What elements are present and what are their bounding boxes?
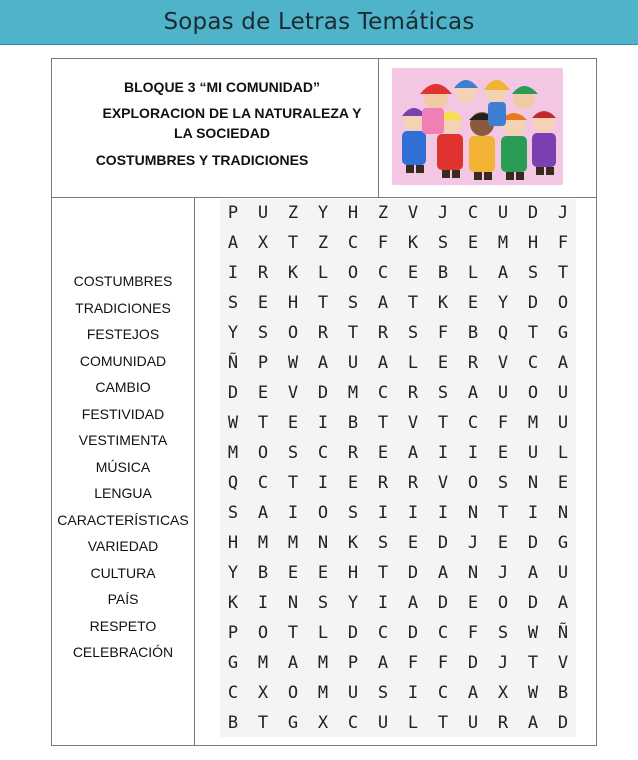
grid-letter[interactable]: U — [497, 203, 509, 223]
grid-letter[interactable]: K — [347, 533, 359, 553]
grid-letter[interactable]: C — [377, 263, 389, 283]
grid-letter[interactable]: R — [257, 263, 269, 283]
grid-letter[interactable]: C — [257, 473, 269, 493]
grid-letter[interactable]: J — [557, 203, 569, 223]
word-list-item: FESTEJOS — [86, 326, 160, 342]
grid-letter[interactable]: W — [227, 413, 239, 433]
grid-letter[interactable]: F — [497, 413, 509, 433]
grid-letter[interactable]: D — [527, 203, 539, 223]
grid-letter[interactable]: T — [347, 323, 359, 343]
grid-letter[interactable]: X — [257, 233, 269, 253]
worksheet — [51, 58, 597, 746]
letter-grid — [194, 197, 596, 745]
grid-letter[interactable]: H — [347, 563, 359, 583]
grid-letter[interactable]: S — [377, 533, 389, 553]
grid-letter[interactable]: S — [497, 623, 509, 643]
grid-letter[interactable]: A — [377, 353, 389, 373]
worksheet-header — [52, 59, 596, 198]
grid-letter[interactable]: A — [317, 353, 329, 373]
grid-letter[interactable]: F — [407, 653, 419, 673]
grid-letter[interactable]: U — [557, 563, 569, 583]
grid-letter[interactable]: S — [227, 293, 239, 313]
grid-letter[interactable]: E — [557, 473, 569, 493]
grid-letter[interactable]: A — [467, 383, 479, 403]
grid-letter[interactable]: M — [527, 413, 539, 433]
grid-letter[interactable]: J — [497, 563, 509, 583]
grid-letter[interactable]: D — [557, 713, 569, 733]
grid-letter[interactable]: V — [407, 413, 419, 433]
grid-letter[interactable]: I — [287, 503, 299, 523]
grid-letter[interactable]: P — [227, 623, 239, 643]
grid-letter[interactable]: Y — [227, 323, 239, 343]
grid-letter[interactable]: V — [557, 653, 569, 673]
grid-letter[interactable]: M — [317, 653, 329, 673]
grid-letter[interactable]: V — [407, 203, 419, 223]
grid-letter[interactable]: L — [467, 263, 479, 283]
grid-letter[interactable]: S — [317, 593, 329, 613]
grid-letter[interactable]: D — [527, 533, 539, 553]
grid-letter[interactable]: Y — [347, 593, 359, 613]
grid-letter[interactable]: Y — [317, 203, 329, 223]
grid-letter[interactable]: M — [317, 683, 329, 703]
word-list-item: CULTURA — [90, 564, 156, 581]
grid-letter[interactable]: V — [287, 383, 299, 403]
grid-letter[interactable]: U — [347, 353, 359, 373]
grid-letter[interactable]: R — [407, 383, 419, 403]
grid-letter[interactable]: D — [317, 383, 329, 403]
grid-letter[interactable]: B — [437, 263, 449, 283]
word-list-item: MÚSICA — [95, 458, 151, 475]
grid-letter[interactable]: R — [317, 323, 329, 343]
grid-letter[interactable]: Z — [287, 203, 299, 223]
grid-letter[interactable]: C — [467, 203, 479, 223]
grid-letter[interactable]: L — [317, 263, 329, 283]
grid-letter[interactable]: E — [497, 533, 509, 553]
children-illustration-svg — [392, 68, 563, 185]
grid-letter[interactable]: T — [527, 323, 539, 343]
grid-letter[interactable]: R — [377, 323, 389, 343]
grid-letter[interactable]: Y — [497, 293, 509, 313]
grid-letter[interactable]: O — [557, 293, 569, 313]
grid-letter[interactable]: C — [437, 683, 449, 703]
word-list-item: RESPETO — [89, 617, 157, 634]
grid-letter[interactable]: C — [227, 683, 239, 703]
grid-letter[interactable]: R — [467, 353, 479, 373]
grid-letter[interactable]: F — [437, 323, 449, 343]
grid-letter[interactable]: I — [407, 683, 419, 703]
grid-letter[interactable]: L — [407, 353, 419, 373]
grid-letter[interactable]: E — [467, 233, 479, 253]
grid-letter[interactable]: X — [257, 683, 269, 703]
word-list-item: COSTUMBRES — [73, 273, 173, 289]
grid-letter[interactable]: C — [377, 623, 389, 643]
grid-letter[interactable]: S — [287, 443, 299, 463]
grid-letter[interactable]: O — [527, 383, 539, 403]
grid-letter[interactable]: E — [347, 473, 359, 493]
grid-letter[interactable]: N — [317, 533, 329, 553]
grid-letter[interactable]: F — [467, 623, 479, 643]
grid-letter[interactable]: Ñ — [557, 623, 569, 643]
grid-letter[interactable]: U — [557, 413, 569, 433]
grid-letter[interactable]: A — [257, 503, 269, 523]
grid-letter[interactable]: R — [407, 473, 419, 493]
grid-letter[interactable]: L — [557, 443, 569, 463]
grid-letter[interactable]: G — [287, 713, 299, 733]
grid-letter[interactable]: M — [257, 653, 269, 673]
grid-letter[interactable]: V — [497, 353, 509, 373]
grid-letter[interactable]: L — [407, 713, 419, 733]
word-list-item: PAÍS — [107, 591, 139, 607]
grid-letter[interactable]: U — [557, 383, 569, 403]
grid-letter[interactable]: H — [227, 533, 239, 553]
topic-title: COSTUMBRES Y TRADICIONES — [95, 152, 309, 168]
grid-letter[interactable]: O — [287, 683, 299, 703]
grid-letter[interactable]: E — [467, 293, 479, 313]
grid-letter[interactable]: B — [347, 413, 359, 433]
grid-letter[interactable]: T — [497, 503, 509, 523]
grid-letter[interactable]: I — [227, 263, 239, 283]
grid-letter[interactable]: D — [437, 593, 449, 613]
grid-letter[interactable]: C — [317, 443, 329, 463]
grid-letter[interactable]: P — [347, 653, 359, 673]
grid-letter[interactable]: Z — [317, 233, 329, 253]
grid-letter[interactable]: S — [347, 503, 359, 523]
word-list-item: CELEBRACIÓN — [72, 644, 174, 660]
grid-letter[interactable]: B — [557, 683, 569, 703]
grid-letter[interactable]: T — [287, 623, 299, 643]
grid-letter[interactable]: X — [497, 683, 509, 703]
grid-letter[interactable]: I — [257, 593, 269, 613]
grid-letter[interactable]: C — [377, 383, 389, 403]
grid-letter[interactable]: U — [347, 683, 359, 703]
grid-letter[interactable]: S — [437, 383, 449, 403]
word-list-item: CARACTERÍSTICAS — [57, 511, 189, 528]
grid-letter[interactable]: M — [287, 533, 299, 553]
grid-letter[interactable]: W — [287, 353, 299, 373]
grid-letter[interactable]: T — [437, 713, 449, 733]
grid-letter[interactable]: T — [527, 653, 539, 673]
grid-letter[interactable]: T — [317, 293, 329, 313]
grid-letter[interactable]: O — [497, 593, 509, 613]
word-list-item: COMUNIDAD — [79, 352, 167, 369]
grid-letter[interactable]: I — [437, 443, 449, 463]
grid-letter[interactable]: T — [257, 413, 269, 433]
grid-letter[interactable]: J — [497, 653, 509, 673]
grid-letter[interactable]: C — [347, 233, 359, 253]
grid-letter[interactable]: N — [557, 503, 569, 523]
grid-letter[interactable]: E — [287, 413, 299, 433]
grid-letter[interactable]: D — [527, 593, 539, 613]
subject-line-2: LA SOCIEDAD — [174, 125, 270, 141]
grid-letter[interactable]: Q — [227, 473, 239, 493]
grid-letter[interactable]: E — [437, 353, 449, 373]
subject-line-1: EXPLORACION DE LA NATURALEZA Y — [102, 105, 362, 121]
grid-letter[interactable]: R — [347, 443, 359, 463]
grid-letter[interactable]: D — [437, 533, 449, 553]
grid-letter[interactable]: C — [467, 413, 479, 433]
grid-letter[interactable]: S — [377, 683, 389, 703]
grid-letter[interactable]: A — [287, 653, 299, 673]
grid-letter[interactable]: T — [377, 413, 389, 433]
grid-letter[interactable]: T — [287, 233, 299, 253]
grid-letter[interactable]: R — [497, 713, 509, 733]
grid-letter[interactable]: C — [437, 623, 449, 643]
grid-letter[interactable]: V — [437, 473, 449, 493]
grid-letter[interactable]: O — [347, 263, 359, 283]
grid-letter[interactable]: M — [227, 443, 239, 463]
grid-letter[interactable]: H — [527, 233, 539, 253]
word-list-item: FESTIVIDAD — [81, 405, 165, 422]
word-list-item: VESTIMENTA — [78, 432, 168, 448]
grid-letter[interactable]: M — [257, 533, 269, 553]
grid-letter[interactable]: P — [227, 203, 239, 223]
children-illustration — [392, 68, 563, 185]
grid-letter[interactable]: U — [497, 383, 509, 403]
grid-letter[interactable]: J — [467, 533, 479, 553]
grid-letter[interactable]: O — [257, 623, 269, 643]
grid-letter[interactable]: B — [227, 713, 239, 733]
grid-letter[interactable]: K — [407, 233, 419, 253]
grid-letter[interactable]: F — [557, 233, 569, 253]
grid-letter[interactable]: I — [377, 593, 389, 613]
grid-letter[interactable]: D — [347, 623, 359, 643]
header-text-block — [52, 59, 379, 197]
grid-letter[interactable]: K — [437, 293, 449, 313]
grid-letter[interactable]: W — [527, 683, 539, 703]
grid-letter[interactable]: T — [257, 713, 269, 733]
grid-letter[interactable]: A — [407, 593, 419, 613]
grid-letter[interactable]: Q — [497, 323, 509, 343]
grid-letter[interactable]: C — [527, 353, 539, 373]
grid-letter[interactable]: E — [377, 443, 389, 463]
grid-letter[interactable]: G — [557, 533, 569, 553]
word-list-item: VARIEDAD — [87, 538, 159, 554]
grid-letter[interactable]: A — [437, 563, 449, 583]
grid-letter[interactable]: D — [407, 623, 419, 643]
grid-letter[interactable]: A — [527, 713, 539, 733]
grid-letter[interactable]: Y — [227, 563, 239, 583]
grid-letter[interactable]: J — [437, 203, 449, 223]
grid-letter[interactable]: N — [467, 563, 479, 583]
grid-letter[interactable]: T — [287, 473, 299, 493]
grid-letter[interactable]: A — [467, 683, 479, 703]
grid-letter[interactable]: K — [287, 263, 299, 283]
grid-letter[interactable]: O — [257, 443, 269, 463]
grid-letter[interactable]: A — [497, 263, 509, 283]
grid-letter[interactable]: O — [287, 323, 299, 343]
grid-letter[interactable]: I — [407, 503, 419, 523]
worksheet-body — [52, 197, 596, 745]
grid-letter[interactable]: I — [317, 473, 329, 493]
grid-letter[interactable]: E — [497, 443, 509, 463]
page-title: Sopas de Letras Temáticas — [163, 9, 475, 35]
grid-letter[interactable]: U — [377, 713, 389, 733]
grid-letter[interactable]: I — [527, 503, 539, 523]
grid-letter[interactable]: I — [437, 503, 449, 523]
grid-letter[interactable]: D — [407, 563, 419, 583]
grid-letter[interactable]: A — [527, 563, 539, 583]
grid-letter[interactable]: G — [557, 323, 569, 343]
word-list — [52, 197, 195, 745]
bloque-title: BLOQUE 3 “MI COMUNIDAD” — [124, 79, 320, 95]
grid-letter[interactable]: H — [347, 203, 359, 223]
grid-letter[interactable]: U — [527, 443, 539, 463]
grid-letter[interactable]: U — [467, 713, 479, 733]
grid-letter[interactable]: I — [317, 413, 329, 433]
grid-letter[interactable]: O — [467, 473, 479, 493]
grid-letter[interactable]: S — [347, 293, 359, 313]
grid-letter[interactable]: S — [527, 263, 539, 283]
word-list-item: TRADICIONES — [75, 299, 171, 316]
grid-letter[interactable]: E — [407, 263, 419, 283]
grid-letter[interactable]: E — [407, 533, 419, 553]
grid-letter[interactable]: K — [227, 593, 239, 613]
grid-letter[interactable]: N — [287, 593, 299, 613]
grid-letter[interactable]: X — [317, 713, 329, 733]
grid-letter[interactable]: S — [437, 233, 449, 253]
grid-letter[interactable]: A — [557, 593, 569, 613]
grid-letter[interactable]: M — [497, 233, 509, 253]
grid-letter[interactable]: T — [407, 293, 419, 313]
title-banner — [0, 0, 638, 45]
grid-letter[interactable]: U — [257, 203, 269, 223]
grid-letter[interactable]: E — [467, 593, 479, 613]
grid-letter[interactable]: E — [257, 383, 269, 403]
grid-letter[interactable]: G — [227, 653, 239, 673]
grid-letter[interactable]: H — [287, 293, 299, 313]
grid-letter[interactable]: I — [467, 443, 479, 463]
grid-letter[interactable]: T — [557, 263, 569, 283]
grid-letter[interactable]: F — [437, 653, 449, 673]
grid-letter[interactable]: S — [497, 473, 509, 493]
grid-letter[interactable]: A — [227, 233, 239, 253]
grid-letter[interactable]: A — [407, 443, 419, 463]
grid-letter[interactable]: F — [377, 233, 389, 253]
grid-letter[interactable]: B — [257, 563, 269, 583]
grid-letter[interactable]: A — [557, 353, 569, 373]
word-list-item: CAMBIO — [95, 379, 151, 395]
grid-letter[interactable]: W — [527, 623, 539, 643]
grid-letter[interactable]: T — [377, 563, 389, 583]
grid-letter[interactable]: A — [377, 653, 389, 673]
grid-letter[interactable]: E — [257, 293, 269, 313]
grid-letter[interactable]: E — [287, 563, 299, 583]
grid-letter[interactable]: C — [347, 713, 359, 733]
grid-letter[interactable]: N — [527, 473, 539, 493]
grid-letter[interactable]: L — [317, 623, 329, 643]
grid-letter[interactable]: M — [347, 383, 359, 403]
grid-letter[interactable]: Z — [377, 203, 389, 223]
grid-letter[interactable]: O — [317, 503, 329, 523]
word-list-item: LENGUA — [94, 485, 152, 501]
grid-letter[interactable]: I — [377, 503, 389, 523]
grid-letter[interactable]: S — [227, 503, 239, 523]
grid-letter[interactable]: S — [407, 323, 419, 343]
grid-letter[interactable]: D — [227, 383, 239, 403]
grid-letter[interactable]: S — [257, 323, 269, 343]
grid-letter[interactable]: Ñ — [227, 353, 239, 373]
grid-letter[interactable]: P — [257, 353, 269, 373]
grid-letter[interactable]: N — [467, 503, 479, 523]
grid-letter[interactable]: B — [467, 323, 479, 343]
grid-letter[interactable]: A — [377, 293, 389, 313]
grid-letter[interactable]: T — [437, 413, 449, 433]
grid-letter[interactable]: E — [317, 563, 329, 583]
grid-letter[interactable]: D — [467, 653, 479, 673]
grid-letter[interactable]: D — [527, 293, 539, 313]
grid-letter[interactable]: R — [377, 473, 389, 493]
